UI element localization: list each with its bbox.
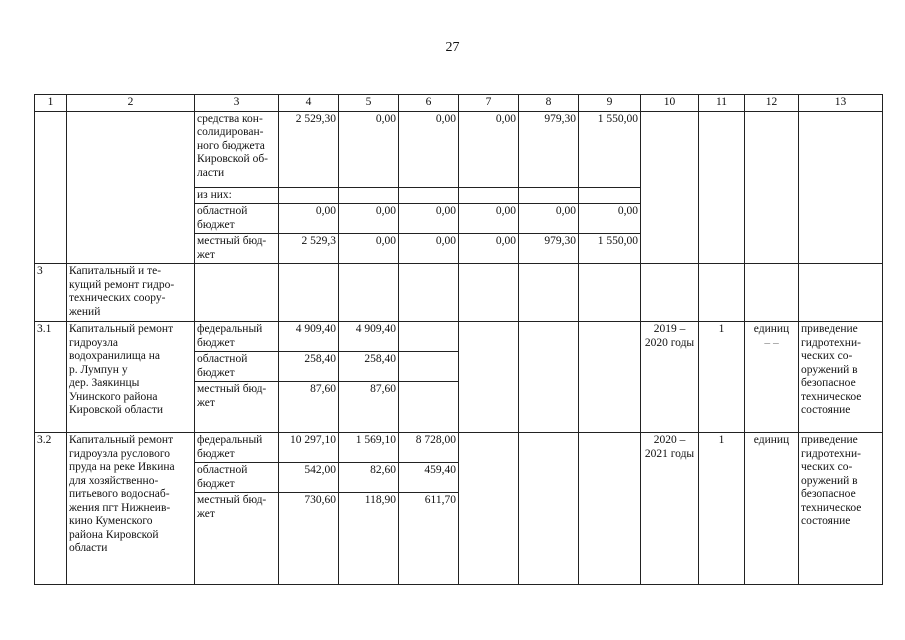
cell-col6: 0,00 (399, 234, 459, 264)
funding-source: федеральный бюджет (195, 322, 279, 352)
cell-col6 (399, 382, 459, 433)
funding-source: федеральный бюджет (195, 433, 279, 463)
cell-col4: 10 297,10 (279, 433, 339, 463)
cell (699, 264, 745, 322)
cell-col6: 0,00 (399, 111, 459, 187)
cell-col5: 4 909,40 (339, 322, 399, 352)
header-cell: 10 (641, 95, 699, 112)
unit-of-measure (745, 322, 799, 433)
implementation-period: 2020 – 2021 годы (641, 433, 699, 585)
cell-col7: 0,00 (459, 111, 519, 187)
cell-col8: 979,30 (519, 234, 579, 264)
section-row (35, 264, 883, 322)
header-cell: 9 (579, 95, 641, 112)
cell (519, 264, 579, 322)
funding-source: местный бюд- жет (195, 234, 279, 264)
cell-col4: 730,60 (279, 493, 339, 585)
cell-col6 (399, 352, 459, 382)
implementation-period: 2019 – 2020 годы (641, 322, 699, 433)
cell (745, 264, 799, 322)
funding-source: местный бюд- жет (195, 493, 279, 585)
cell-col4: 0,00 (279, 204, 339, 234)
item-number: 3.1 (35, 322, 67, 433)
table-row (35, 433, 883, 463)
cell (459, 264, 519, 322)
indicator-value: 1 (699, 322, 745, 433)
funding-source: областной бюджет (195, 463, 279, 493)
cell (339, 264, 399, 322)
funding-source: областной бюджет (195, 352, 279, 382)
cell-col4: 87,60 (279, 382, 339, 433)
cell-col4 (279, 187, 339, 204)
item-name: Капитальный ремонт гидроузла руслового пруда на реке Ивкина для хозяйственно- питьевого водоснаб- жения пгт Нижнеив- кино Куменского района Кировской области (67, 433, 195, 585)
cell (745, 111, 799, 264)
cell-col9: 1 550,00 (579, 111, 641, 187)
funding-source: областной бюджет (195, 204, 279, 234)
cell-col6 (399, 322, 459, 352)
cell (459, 322, 519, 433)
item-name: Капитальный ремонт гидроузла водохранилища на р. Лумпун у дер. Заякинцы Унинского района Кировской области (67, 322, 195, 433)
cell-col5: 1 569,10 (339, 433, 399, 463)
cell-col5: 118,90 (339, 493, 399, 585)
cell (579, 322, 641, 433)
cell-col5: 87,60 (339, 382, 399, 433)
cell-col7: 0,00 (459, 234, 519, 264)
cell-col9 (579, 187, 641, 204)
unit-of-measure: единиц (745, 433, 799, 585)
cell (67, 111, 195, 264)
header-cell: 1 (35, 95, 67, 112)
cell-col8 (519, 187, 579, 204)
table-row (35, 322, 883, 352)
budget-table (34, 94, 883, 585)
funding-source: средства кон- солидирован- ного бюджета Кировской об- ласти (195, 111, 279, 187)
header-cell: 2 (67, 95, 195, 112)
cell-col5: 0,00 (339, 234, 399, 264)
page-number: 27 (445, 40, 460, 55)
cell-col6 (399, 187, 459, 204)
cell-col4: 2 529,30 (279, 111, 339, 187)
cell (579, 433, 641, 585)
cell (35, 111, 67, 264)
cell (195, 264, 279, 322)
header-cell: 4 (279, 95, 339, 112)
header-cell: 6 (399, 95, 459, 112)
cell-col5: 0,00 (339, 111, 399, 187)
cell-col5: 82,60 (339, 463, 399, 493)
cell-col9: 0,00 (579, 204, 641, 234)
funding-source: местный бюд- жет (195, 382, 279, 433)
cell (519, 433, 579, 585)
unit-label: единиц (753, 323, 790, 335)
cell-col5 (339, 187, 399, 204)
header-cell: 8 (519, 95, 579, 112)
header-row (35, 95, 883, 112)
cell (799, 264, 883, 322)
cell-col6: 0,00 (399, 204, 459, 234)
cell (519, 322, 579, 433)
header-cell: 13 (799, 95, 883, 112)
header-cell: 3 (195, 95, 279, 112)
section-number: 3 (35, 264, 67, 322)
cell-col4: 2 529,3 (279, 234, 339, 264)
cell-col8: 979,30 (519, 111, 579, 187)
cell-col9: 1 550,00 (579, 234, 641, 264)
cell (399, 264, 459, 322)
cell (279, 264, 339, 322)
unit-dashes: – – (764, 336, 779, 349)
section-name: Капитальный и те- кущий ремонт гидро- технических соору- жений (67, 264, 195, 322)
cell-col6: 611,70 (399, 493, 459, 585)
cell-col4: 4 909,40 (279, 322, 339, 352)
cell-col4: 542,00 (279, 463, 339, 493)
funding-source: из них: (195, 187, 279, 204)
cell-col6: 8 728,00 (399, 433, 459, 463)
table-row (35, 111, 883, 187)
cell (579, 264, 641, 322)
cell (641, 111, 699, 264)
item-number: 3.2 (35, 433, 67, 585)
header-cell: 5 (339, 95, 399, 112)
cell (641, 264, 699, 322)
header-cell: 7 (459, 95, 519, 112)
cell (459, 433, 519, 585)
cell-col4: 258,40 (279, 352, 339, 382)
expected-result: приведение гидротехни- ческих со- оружений в безопасное техническое состояние (799, 322, 883, 433)
cell-col6: 459,40 (399, 463, 459, 493)
header-cell: 12 (745, 95, 799, 112)
expected-result: приведение гидротехни- ческих со- оружений в безопасное техническое состояние (799, 433, 883, 585)
cell-col5: 258,40 (339, 352, 399, 382)
indicator-value: 1 (699, 433, 745, 585)
cell-col7: 0,00 (459, 204, 519, 234)
cell-col7 (459, 187, 519, 204)
header-cell: 11 (699, 95, 745, 112)
cell-col5: 0,00 (339, 204, 399, 234)
cell (699, 111, 745, 264)
cell-col8: 0,00 (519, 204, 579, 234)
cell (799, 111, 883, 264)
